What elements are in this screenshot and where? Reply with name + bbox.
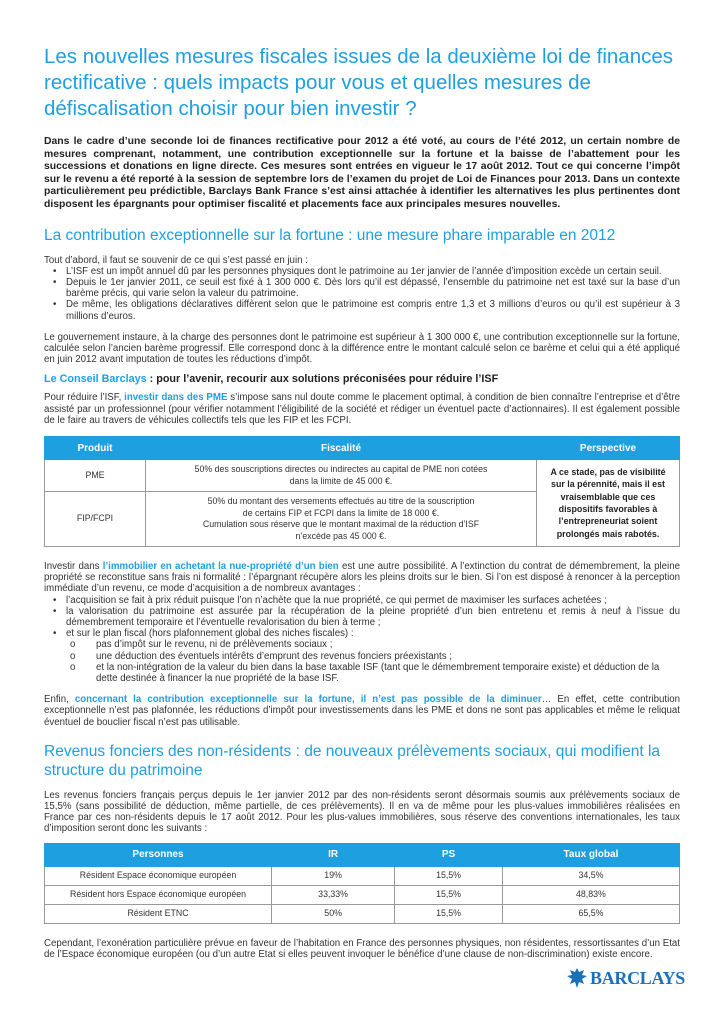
table-cell: Résident ETNC [45, 904, 272, 923]
table-cell: 15,5% [395, 885, 503, 904]
section2-paragraph-1: Les revenus fonciers français perçus depuis le 1er janvier 2012 par des non-résidents seront désormais soumis aux prélèvements sociaux de 15,5% (sans possibilité de déduction, même partielle, de ces prélèvements). Il en va de même pour les plus-values immobilières réalisées en France par ces non-résidents depuis le 17 août 2012. Pour les plus-values immobilières, sous réserve des conventions internationales, les taux d’imposition seront donc les suivants : [44, 789, 680, 835]
conseil-text: : pour l’avenir, recourir aux solutions préconisées pour réduire l’ISF [146, 373, 499, 386]
table-cell: 15,5% [395, 866, 503, 885]
isf-products-table [44, 436, 680, 547]
table-header-row [45, 437, 680, 460]
table-header-row [45, 843, 680, 866]
bullet-icon: • [53, 628, 57, 640]
nue-propriete-link[interactable]: l’immobilier en achetant la nue-propriété d’un bien [102, 561, 339, 572]
page-title: Les nouvelles mesures fiscales issues de la deuxième loi de finances rectificative : quels impacts pour vous et quelles mesures de défiscalisation choisir pour bien investir ? [44, 45, 674, 120]
column-header: Personnes [45, 843, 272, 866]
section1-heading: La contribution exceptionnelle sur la fortune : une mesure phare imparable en 2012 [44, 226, 616, 244]
circle-bullet-icon: o [70, 650, 76, 662]
table-cell: Résident hors Espace économique européen [45, 885, 272, 904]
bullet-icon: • [53, 594, 57, 606]
list-item: o une déduction des éventuels intérêts d’emprunt des revenus fonciers préexistants ; [70, 650, 452, 662]
table-cell: 65,5% [502, 904, 679, 923]
table-cell: Résident Espace économique européen [45, 866, 272, 885]
contribution-link[interactable]: concernant la contribution exceptionnelle sur la fortune, il n’est pas possible de la diminuer [74, 694, 542, 706]
table-row [45, 885, 680, 904]
list-item: • l’acquisition se fait à prix réduit puisque l’on n’achète que la nue propriété, ce qui permet de maximiser les surfaces achetées ; [53, 594, 607, 606]
bullet-icon: • [53, 265, 57, 277]
table-cell: 34,5% [502, 866, 679, 885]
table-cell: 19% [272, 866, 395, 885]
list-item: • L’ISF est un impôt annuel dû par les personnes physiques dont le patrimoine au 1er janvier de l’année d’imposition excède un certain seuil. [53, 265, 662, 277]
tax-rates-table [44, 843, 680, 924]
list-item: o pas d’impôt sur le revenu, ni de prélèvements sociaux ; [70, 639, 333, 651]
section1-lead: Tout d’abord, il faut se souvenir de ce qui s’est passé en juin : [44, 254, 308, 266]
conseil-heading [44, 373, 680, 386]
table-cell: 50% du montant des versements effectués au titre de la souscription de certains FIP et FCPI dans la limite de 18 000 €. Cumulation sous réserve que le montant maximal de la réduction d’ISF n’excède pas 45 000 €. [146, 492, 537, 547]
section1-paragraph-5: Enfin, concernant la contribution exceptionnelle sur la fortune, il n’est pas possible de la diminuer… En effet, cette contribution exceptionnelle n’est pas plafonnée, les réductions d’impôt pour investissements dans les PME et dons ne sont pas applicables et même le reliquat éventuel de bouclier fiscal n’est pas utilisable. [44, 694, 680, 728]
column-header: Produit [45, 437, 146, 460]
table-cell: 50% des souscriptions directes ou indirectes au capital de PME non cotées dans la limite de 45 000 €. [146, 460, 537, 492]
bullet-icon: • [53, 605, 57, 617]
section1-paragraph-2: Le gouvernement instaure, à la charge des personnes dont le patrimoine est supérieur à 1 300 000 €, une contribution exceptionnelle sur la fortune, calculée selon l’ancien barème progressif. Elle correspond donc à la différence entre le montant calculé selon ce barème et celui qui a été appliqué en juin 2012 avant imputation de toutes les réductions d’impôt. [44, 331, 680, 366]
list-item: • De même, les obligations déclaratives diffèrent selon que le patrimoine est compris entre 1,3 et 3 millions d’euros ou qu’il est supérieur à 3 millions d’euros. [53, 299, 680, 322]
table-cell: PME [45, 460, 146, 492]
table-cell: 50% [272, 904, 395, 923]
table-row [45, 866, 680, 885]
section1-bullets [44, 266, 680, 322]
table-row [45, 904, 680, 923]
column-header: PS [395, 843, 503, 866]
list-item: o et la non-intégration de la valeur du bien dans la base taxable ISF (tant que le démembrement temporaire existe) et déduction de la dette destinée à financer la nue propriété de la base ISF. [70, 661, 660, 685]
section2-heading: Revenus fonciers des non-résidents : de nouveaux prélèvements sociaux, qui modifient la structure du patrimoine [44, 742, 661, 779]
table-cell: 33,33% [272, 885, 395, 904]
section1-paragraph-4: Investir dans l’immobilier en achetant la nue-propriété d’un bien est une autre possibilité. A l’extinction du contrat de démembrement, la pleine propriété se reconstitue sans frais ni formalité : l’épargnant récupère alors les pleins droits sur le bien. Si l’on est disposé à renoncer à la perception immédiate d’un revenu, ce mode d’acquisition a de nombreux avantages : [44, 561, 680, 595]
intro-paragraph: Dans le cadre d’une seconde loi de finances rectificative pour 2012 a été voté, au cours de l’été 2012, un certain nombre de mesures comprenant, notamment, une contribution exceptionnelle sur la fortune et la baisse de l’abattement pour les successions et donations en ligne directe. Ces mesures sont entrées en vigueur le 17 août 2012. Tout ce qui concerne l’impôt sur le revenu a été reporté à la session de septembre lors de l’examen du projet de Loi de Finances pour 2013. Dans un contexte particulièrement peu prédictible, Barclays Bank France s’est ainsi attachée à identifier les alternatives les plus pertinentes dont disposent les épargnants pour optimiser fiscalité et placements face aux principales mesures nouvelles. [44, 136, 680, 210]
list-item: • Depuis le 1er janvier 2011, ce seuil est fixé à 1 300 000 €. Dès lors qu’il est dépassé, l’ensemble du patrimoine net est taxé sur la base d’un barème précis, qui varie selon la valeur du patrimoine. [53, 276, 680, 300]
table-row [45, 460, 680, 492]
column-header: Fiscalité [146, 437, 537, 460]
logo-wordmark: BARCLAYS [590, 968, 685, 988]
section1-paragraph-3: Pour réduire l’ISF, investir dans des PME s’impose sans nul doute comme le placement optimal, à condition de bien connaître l’entreprise et d’être assisté par un professionnel (pour vérifier notamment l’éligibilité de la société et rédiger un éventuel pacte d’actionnaires). Il est également possible de le faire au travers de véhicules collectifs tels que les FIP et les FCPI. [44, 392, 680, 426]
bullet-icon: • [53, 276, 57, 288]
table-cell: 15,5% [395, 904, 503, 923]
bullet-icon: • [53, 299, 57, 311]
pme-link[interactable]: investir dans des PME [124, 392, 228, 404]
section1-subbullets [44, 639, 680, 684]
barclays-logo [566, 965, 686, 991]
section1-bullets-2 [44, 595, 680, 640]
conseil-label: Le Conseil Barclays [44, 373, 147, 386]
section2-paragraph-2: Cependant, l’exonération particulière prévue en faveur de l’habitation en France des personnes physiques, non résidentes, ressortissantes d’un Etat de l’Espace économique européen (ou d’un autre Etat si elles peuvent invoquer le bénéfice d’une clause de non-discrimination) existe encore. [44, 937, 680, 960]
table-cell: FIP/FCPI [45, 492, 146, 547]
column-header: IR [272, 843, 395, 866]
perspective-cell: A ce stade, pas de visibilité sur la pérennité, mais il est vraisemblable que ces dispositifs favorables à l’entrepreneuriat soient prolongés mais rabotés. [537, 460, 680, 547]
document-page [44, 44, 680, 960]
circle-bullet-icon: o [70, 639, 76, 651]
eagle-icon [566, 967, 588, 989]
list-item: • et sur le plan fiscal (hors plafonnement global des niches fiscales) : [53, 628, 354, 640]
column-header: Perspective [537, 437, 680, 460]
list-item: • la valorisation du patrimoine est assurée par la récupération de la pleine propriété d’un bien entretenu et remis à neuf à l’issue du démembrement temporaire et l’éventuelle revalorisation du bien à terme ; [53, 605, 680, 629]
column-header: Taux global [502, 843, 679, 866]
circle-bullet-icon: o [70, 661, 76, 673]
table-cell: 48,83% [502, 885, 679, 904]
